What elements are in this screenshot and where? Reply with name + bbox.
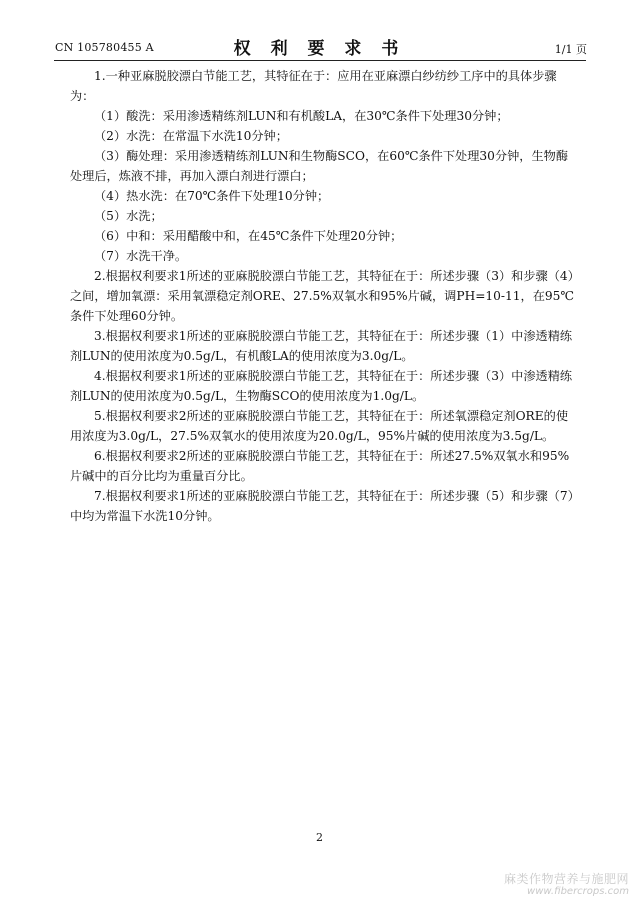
claim-paragraph: （1）酸洗：采用渗透精练剂LUN和有机酸LA，在30℃条件下处理30分钟； (94, 109, 509, 123)
claim-paragraph: 2.根据权利要求1所述的亚麻脱胶漂白节能工艺，其特征在于：所述步骤（3）和步骤（4）之间，增加氧漂：采用氧漂稳定剂ORE、27.5%双氧水和95%片碱，调PH=10-11，在95℃条件下处理60分钟。 (70, 269, 580, 323)
claim-paragraph: 1.一种亚麻脱胶漂白节能工艺，其特征在于：应用在亚麻漂白纱纺纱工序中的具体步骤为： (70, 69, 557, 103)
claim-paragraph: （7）水洗干净。 (94, 249, 188, 263)
claim-paragraph: （4）热水洗：在70℃条件下处理10分钟； (94, 189, 330, 203)
claims-body (70, 66, 580, 526)
watermark-url: www.fibercrops.com (527, 886, 629, 897)
claim-paragraph: 6.根据权利要求2所述的亚麻脱胶漂白节能工艺，其特征在于：所述27.5%双氧水和95%片碱中的百分比均为重量百分比。 (70, 449, 570, 483)
page-number: 2 (316, 831, 323, 844)
watermark (504, 872, 629, 898)
claim-paragraph: 5.根据权利要求2所述的亚麻脱胶漂白节能工艺，其特征在于：所述氧漂稳定剂ORE的使用浓度为3.0g/L，27.5%双氧水的使用浓度为20.0g/L，95%片碱的使用浓度为3.5g/L。 (70, 409, 569, 443)
watermark-name: 麻类作物营养与施肥网 (503, 872, 629, 886)
page-indicator: 1/1 页 (554, 43, 587, 56)
publication-number: CN 105780455 A (55, 41, 154, 54)
claim-paragraph: 4.根据权利要求1所述的亚麻脱胶漂白节能工艺，其特征在于：所述步骤（3）中渗透精练剂LUN的使用浓度为0.5g/L，生物酶SCO的使用浓度为1.0g/L。 (70, 369, 573, 403)
claim-paragraph: （3）酶处理：采用渗透精练剂LUN和生物酶SCO，在60℃条件下处理30分钟，生物酶处理后，炼液不排，再加入漂白剂进行漂白； (70, 149, 569, 183)
claim-paragraph: 7.根据权利要求1所述的亚麻脱胶漂白节能工艺，其特征在于：所述步骤（5）和步骤（7）中均为常温下水洗10分钟。 (70, 489, 580, 523)
document-title: 权 利 要 求 书 (233, 39, 406, 59)
claim-paragraph: （2）水洗：在常温下水洗10分钟； (94, 129, 288, 143)
claim-paragraph: （6）中和：采用醋酸中和，在45℃条件下处理20分钟； (94, 229, 403, 243)
header-rule (54, 60, 586, 61)
claim-paragraph: （5）水洗； (94, 209, 163, 223)
claim-paragraph: 3.根据权利要求1所述的亚麻脱胶漂白节能工艺，其特征在于：所述步骤（1）中渗透精练剂LUN的使用浓度为0.5g/L，有机酸LA的使用浓度为3.0g/L。 (70, 329, 573, 363)
